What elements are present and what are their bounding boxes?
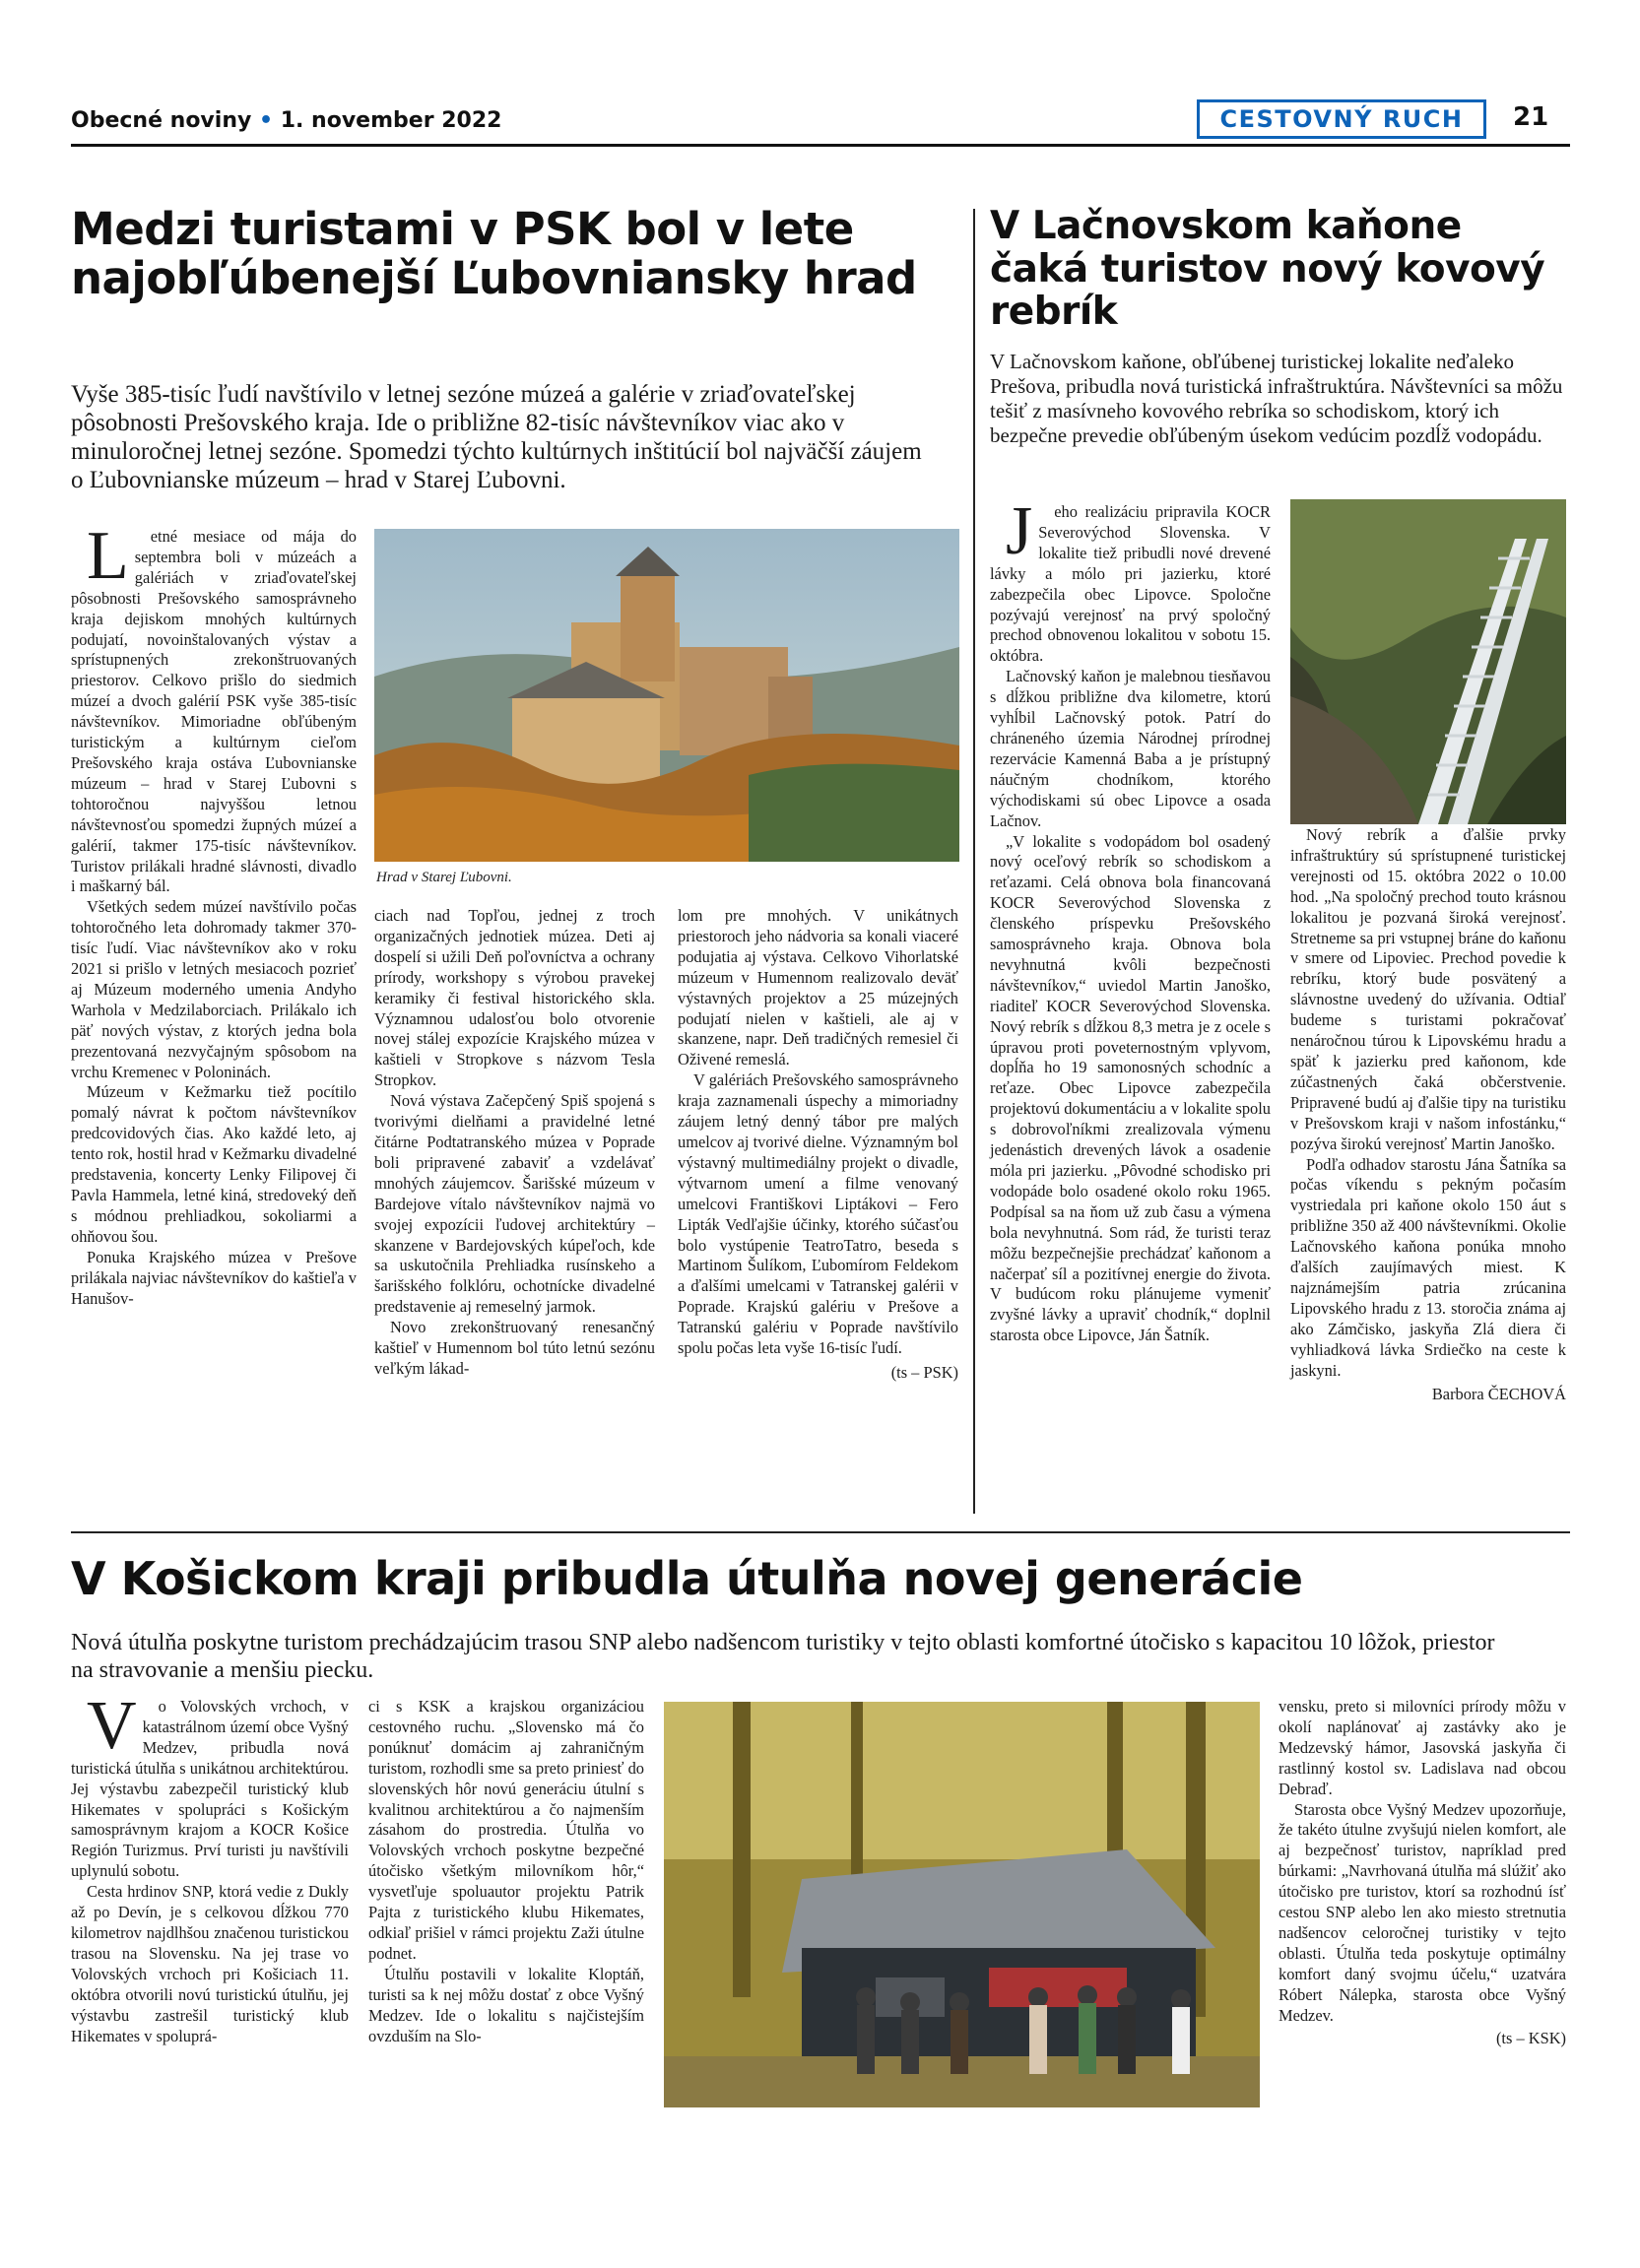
issue-date: 1. november 2022 [280, 108, 502, 133]
dropcap: L [87, 518, 129, 594]
article3-signature: (ts – KSK) [1495, 2028, 1566, 2047]
article1-signature: (ts – PSK) [890, 1362, 958, 1382]
page-number: 21 [1513, 102, 1549, 132]
article1-col3 [678, 906, 958, 1384]
dropcap: V [87, 1688, 137, 1764]
article2-col1-p2: Lačnovský kaňon je malebnou tiesňavou s dĺžkou približne dva kilometre, ktorú vyhĺbil Lačnovský potok. Patrí do chráneného územia Národnej prírodnej rezervácie Kamenná Baba a je prístupný náučným chodníkom, ktorého východiskami sú obec Lipovce a osada Lačnov. [990, 667, 1271, 830]
ladder-photo [1290, 499, 1566, 824]
article2-col2-p1: Nový rebrík a ďalšie prvky infraštruktúry sú sprístupnené turistickej verejnosti od 15. októbra 2022 o 10.00 hod. „Na spoločný prechod touto krásnou lokalitou je pozvaná široká verejnosť. Stretneme sa pri vstupnej bráne do kaňonu v smere od Lipoviec. Prechod povedie k rebríku, ktorý bude posvätený a slávnostne uvedený do užívania. Odtiaľ budeme s turistami pokračovať nenáročnou túrou k Lipovskému hradu a späť k jazierku pred kaňonom, kde zúčastnených čaká občerstvenie. Pripravené budú aj ďalšie tipy na turistiku v Prešovskom kraji v našom infostánku,“ pozýva širokú verejnosť Martin Janoško. [1290, 825, 1566, 1153]
article3-col2-p2: Útulňu postavili v lokalite Kloptáň, turisti sa k nej môžu dostať z obce Vyšný Medzev. Ide o lokalitu s najčistejším ovzduším na Slo- [368, 1964, 644, 2045]
article2-col1-p1: eho realizáciu pripravila KOCR Severovýchod Slovenska. V lokalite tiež pribudli nové drevené lávky a mólo pri jazierku, ktoré zabezpečila obec Lipovce. Spoločne pozývajú verejnosť na prvý spoločný prechod obnovenou lokalitou v sobotu 15. októbra. [990, 502, 1271, 666]
article1-col2-p3: Novo zrekonštruovaný renesančný kaštieľ v Humennom bol túto letnú sezónu veľkým lákad- [374, 1318, 655, 1378]
article1-col2 [374, 906, 655, 1380]
article2-col2 [1290, 825, 1566, 1405]
header-rule [71, 144, 1570, 147]
article3-col2 [368, 1697, 644, 2046]
article1-col3-p1: lom pre mnohých. V unikátnych priestoroch jeho nádvoria sa konali viaceré podujatia aj výstava. Celkovo Vihorlatské múzeum v Humennom realizovalo deväť výstavných projektov a 25 múzejných podujatí nielen v kaštieli, ale aj v skanzene, napr. Deň tradičných remesiel či Oživené remeslá. [678, 906, 958, 1069]
dropcap: J [1006, 493, 1033, 569]
article2-lead: V Lačnovskom kaňone, obľúbenej turistickej lokalite neďaleko Prešova, pribudla nová turistická infraštruktúra. Návštevníci sa môžu tešiť z masívneho kovového rebríka so schodiskom, ktorý ich bezpečne prevedie obľúbeným úsekom vedúcim pozdĺž vodopádu. [990, 350, 1563, 447]
article2-col1-p3: „V lokalite s vodopádom bol osadený nový oceľový rebrík so schodiskom a reťazami. Celá obnova bola financovaná KOCR Severovýchod Slovenska z členského príspevku Prešovského samosprávneho kraja. Obnova bola nevyhnutná kvôli bezpečnosti návštevníkov,“ uviedol Martin Janoško, riaditeľ KOCR Severovýchod Slovenska. Nový rebrík s dĺžkou 8,3 metra je z ocele s úpravou proti poveternostným vplyvom, dopĺňa ho 19 samonosných schodníc a reťaze. Obec Lipovce zabezpečila projektovú dokumentáciu a v lokalite spolu s dobrovoľníkmi zrealizovala výmenu jedenástich drevených lávok a osadenie móla pri jazierku. „Pôvodné schodisko pri vodopáde bolo osadené okolo roku 1965. Podpísal sa na ňom už zub času a výmena bola nevyhnutná. Som rád, že turisti teraz môžu bezpečnejšie prechádzať kaňonom a načerpať síl a pozitívnej energie do života. V budúcom roku plánujeme vymeniť zvyšné lávky a upraviť chodník,“ doplnil starosta obce Lipovce, Ján Šatník. [990, 831, 1271, 1345]
article1-col1-p1: etné mesiace od mája do septembra boli v múzeách a galériách v zriaďovateľskej pôsobnosti Prešovského samosprávneho kraja dejiskom mnohých kultúrnych podujatí, novoinštalovaných výstav a sprístupnených zrekonštruovaných priestorov. Celkovo prišlo do siedmich múzeí a dvoch galérií PSK vyše 385-tisíc návštevníkov. Mimoriadne obľúbeným turistickým a kultúrnym cieľom Prešovského kraja ostáva Ľubovnianske múzeum – hrad v Starej Ľubovni s tohtoročnou najvyššou letnou návštevnosťou spomedzi župných múzeí a galérií, takmer 175-tisíc návštevníkov. Turistov prilákali hradné slávnosti, divadlo i maškarný bál. [71, 527, 357, 896]
section-badge: CESTOVNÝ RUCH [1197, 99, 1486, 139]
article1-col1-p4: Ponuka Krajského múzea v Prešove prilákala najviac návštevníkov do kaštieľa v Hanušov- [71, 1247, 357, 1308]
article1-col2-p1: ciach nad Topľou, jednej z troch organizačných jednotiek múzea. Deti aj dospelí si užili Deň poľovníctva a ochrany prírody, workshopy s výrobou pravekej keramiky či festival historického skla. Významnou udalosťou bolo otvorenie novej stálej expozície Krajského múzea v kaštieli v Stropkove s názvom Tesla Stropkov. [374, 906, 655, 1090]
column-separator [973, 209, 975, 1514]
article3-col1 [71, 1688, 349, 2046]
article3-col2-p1: ci s KSK a krajskou organizáciou cestovného ruchu. „Slovensko má čo ponúknuť domácim aj zahraničným turistom, rozhodli sme sa preto priniesť do slovenských hôr novú generáciu útulní s kvalitnou architektúrou a čo najmenším zásahom do prostredia. Útulňa vo Volovských vrchoch poskytne bezpečné útočisko všetkým milovníkom hôr,“ vysvetľuje spoluautor projektu Patrik Pajta z turistického klubu Hikemates, odkiaľ prišiel v rámci projektu Zaži útulne podnet. [368, 1697, 644, 1963]
article2-title: V Lačnovskom kaňone čaká turistov nový kovový rebrík [990, 204, 1545, 335]
article2-col1 [990, 493, 1271, 1346]
article1-col3-p2: V galériách Prešovského samosprávneho kraja zaznamenali úspechy a mimoriadny záujem letný denný tábor pre malých umelcov aj tvorivé dielne. Významným bol výstavný multimediálny projekt o divadle, výtvarnom umení a filme venovaný umelcovi Františkovi Liptákovi – Fero Lipták Vedľajšie účinky, ktorého súčasťou bolo vystúpenie TeatroTatro, beseda s Martinom Šulíkom, Ľubomírom Feldekom a ďalšími umelcami v Tatranskej galérii v Poprade. Krajskú galériu v Prešove a Tatranskú galériu v Poprade navštívilo spolu počas leta vyše 16-tisíc ľudí. [678, 1070, 958, 1358]
header-masthead [71, 108, 501, 133]
article3-title: V Košickom kraji pribudla útulňa novej generácie [71, 1552, 1303, 1605]
article3-col1-p2: Cesta hrdinov SNP, ktorá vedie z Dukly až po Devín, je s celkovou dĺžkou 770 kilometrov najdlhšou značenou turistickou trasou na Slovensku. Na jej trase vo Volovských vrchoch pri Košiciach 11. októbra otvorili novú turistickú útulňu, jej výstavbu zastrešil turistický klub Hikemates v spoluprá- [71, 1882, 349, 2045]
article2-col2-p2: Podľa odhadov starostu Jána Šatníka sa počas víkendu s pekným počasím vystriedala pri kaňone okolo 150 áut s približne 350 až 400 návštevníkmi. Okolie Lačnovského kaňona ponúka mnoho ďalších zaujímavých miest. K najznámejším patria zrúcanina Lipovského hradu z 13. storočia známa aj ako Zámčisko, jaskyňa Zlá diera či vyhliadková lávka Srdiečko na ceste k jaskyni. [1290, 1154, 1566, 1380]
article3-col3-p1: vensku, preto si milovníci prírody môžu v okolí naplánovať aj zastávky ako je Medzevský hámor, Jasovská jaskyňa či rastlinný kostol sv. Ladislava nad obcou Debraď. [1279, 1697, 1566, 1798]
article2-signature: Barbora ČECHOVÁ [1431, 1385, 1566, 1404]
article3-col1-p1: o Volovských vrchoch, v katastrálnom území obce Vyšný Medzev, pribudla nová turistická útulňa s unikátnou architektúrou. Jej výstavbu zabezpečil turistický klub Hikemates v spolupráci s Košickým samosprávnym krajom a KOCR Košice Región Turizmus. Prví turisti ju navštívili uplynulú sobotu. [71, 1697, 349, 1881]
article3-col3-p2: Starosta obce Vyšný Medzev upozorňuje, že takéto útulne zvyšujú nielen komfort, ale aj bezpečnosť turistov, napríklad pred búrkami: „Navrhovaná útulňa má slúžiť ako útočisko pre turistov, ktorí sa rozhodnú ísť cestou SNP alebo len ako miesto stretnutia nadšencov celoročnej turistiky v tejto oblasti. Útulňa teda poskytuje optimálny komfort daný svojmu účelu,“ uzatvára Róbert Nálepka, starosta obce Vyšný Medzev. [1279, 1799, 1566, 2025]
castle-photo [374, 529, 959, 862]
article1-col1-p3: Múzeum v Kežmarku tiež pocítilo pomalý návrat k počtom návštevníkov predcovidových čias. Ako každé leto, aj tento rok, hostil hrad v Kežmarku divadelné predstavenia, koncerty Lenky Filipovej či Pavla Hammela, letné kiná, stredoveký deň s módnou prehliadkou, sokoliarmi a ohňovou šou. [71, 1082, 357, 1246]
article3-col3 [1279, 1697, 1566, 2048]
article3-lead: Nová útulňa poskytne turistom prechádzajúcim trasou SNP alebo nadšencom turistiky v tejto oblasti komfortné útočisko s kapacitou 10 lôžok, priestor na stravovanie a menšiu piecku. [71, 1630, 1495, 1683]
article1-col1 [71, 518, 357, 1309]
article1-lead: Vyše 385-tisíc ľudí navštívilo v letnej sezóne múzeá a galérie v zriaďovateľskej pôsobnosti Prešovského kraja. Ide o približne 82-tisíc návštevníkov viac ako v minuloročnej letnej sezóne. Spomedzi týchto kultúrnych inštitúcií bol najväčší záujem o Ľubovnianske múzeum – hrad v Starej Ľubovni. [71, 381, 922, 493]
article1-title: Medzi turistami v PSK bol v lete najobľúbenejší Ľubovniansky hrad [71, 203, 917, 305]
paper-name: Obecné noviny [71, 108, 252, 133]
article1-col1-p2: Všetkých sedem múzeí navštívilo počas tohtoročného leta dohromady takmer 370-tisíc ľudí. Viac návštevníkov ako v roku 2021 si prišlo v letných mesiacoch pozrieť aj Múzeum moderného umenia Andyho Warhola v Medzilaborciach. Prilákalo ich päť nových výstav, z ktorých jedna bola prezentovaná nezvyčajným spôsobom na vrchu Kremenec v Poloninách. [71, 897, 357, 1081]
hut-photo [664, 1702, 1260, 2107]
castle-photo-caption: Hrad v Starej Ľubovni. [376, 870, 512, 885]
article1-col2-p2: Nová výstava Začepčený Spiš spojená s tvorivými dielňami a pravidelné letné čitárne Podtatranského múzea v Poprade boli pripravené zabaviť a vzdelávať mnohých záujemcov. Šarišské múzeum v Bardejove vítalo návštevníkov najmä vo svojej expozícii ľudovej architektúry – skanzene v Bardejovských kúpeľoch, kde sa uskutočnila Prehliadka rusínskeho a šarišského folklóru, ochotnícke divadelné predstavenie aj remeselný jarmok. [374, 1091, 655, 1317]
article-separator [71, 1531, 1570, 1533]
header-separator: • [259, 108, 274, 133]
